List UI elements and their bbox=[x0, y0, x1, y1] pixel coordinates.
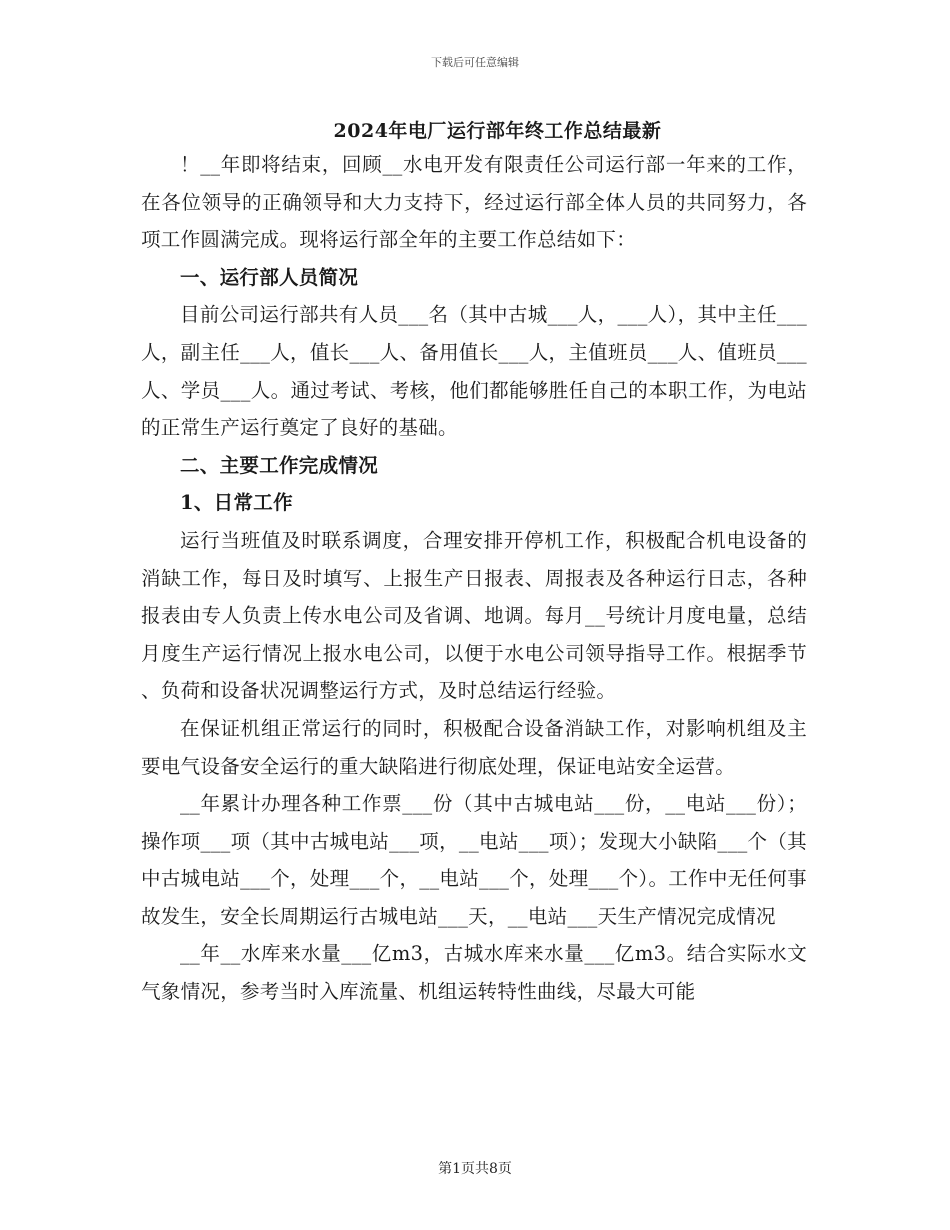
document-body bbox=[141, 146, 807, 1011]
daily-work-paragraph: 运行当班值及时联系调度，合理安排开停机工作，积极配合机电设备的消缺工作，每日及时填写、上报生产日报表、周报表及各种运行日志，各种报表由专人负责上传水电公司及省调、地调。每月__号统计月度电量，总结月度生产运行情况上报水电公司，以便于水电公司领导指导工作。根据季节、负荷和设备状况调整运行方式，及时总结运行经验。 bbox=[141, 528, 807, 703]
personnel-paragraph: 目前公司运行部共有人员___名（其中古城___人，___人），其中主任___人，副主任___人，值长___人、备用值长___人，主值班员___人、值班员___人、学员___人。通过考试、考核，他们都能够胜任自己的本职工作，为电站的正常生产运行奠定了良好的基础。 bbox=[141, 303, 807, 440]
header-note: 下载后可任意编辑 bbox=[431, 56, 519, 69]
water-paragraph: __年__水库来水量___亿m3，古城水库来水量___亿m3。结合实际水文气象情况，参考当时入库流量、机组运转特性曲线，尽最大可能 bbox=[141, 942, 807, 1004]
subsection-heading-daily: 1、日常工作 bbox=[180, 491, 293, 515]
section-heading-work: 二、主要工作完成情况 bbox=[180, 453, 379, 477]
tickets-paragraph: __年累计办理各种工作票___份（其中古城电站___份，__电站___份）；操作项___项（其中古城电站___项，__电站___项）；发现大小缺陷___个（其中古城电站___个，处理___个，__电站___个，处理___个）。工作中无任何事故发生，安全长周期运行古城电站___天，__电站___天生产情况完成情况 bbox=[141, 792, 807, 928]
intro-paragraph: ！__年即将结束，回顾__水电开发有限责任公司运行部一年来的工作，在各位领导的正确领导和大力支持下，经过运行部全体人员的共同努力，各项工作圆满完成。现将运行部全年的主要工作总结如下： bbox=[141, 153, 807, 252]
section-heading-personnel: 一、运行部人员简况 bbox=[180, 265, 359, 289]
document-title: 2024年电厂运行部年终工作总结最新 bbox=[333, 120, 662, 142]
page-footer: 第1页共8页 bbox=[438, 1161, 512, 1177]
safety-paragraph: 在保证机组正常运行的同时，积极配合设备消缺工作，对影响机组及主要电气设备安全运行的重大缺陷进行彻底处理，保证电站安全运营。 bbox=[141, 716, 807, 778]
